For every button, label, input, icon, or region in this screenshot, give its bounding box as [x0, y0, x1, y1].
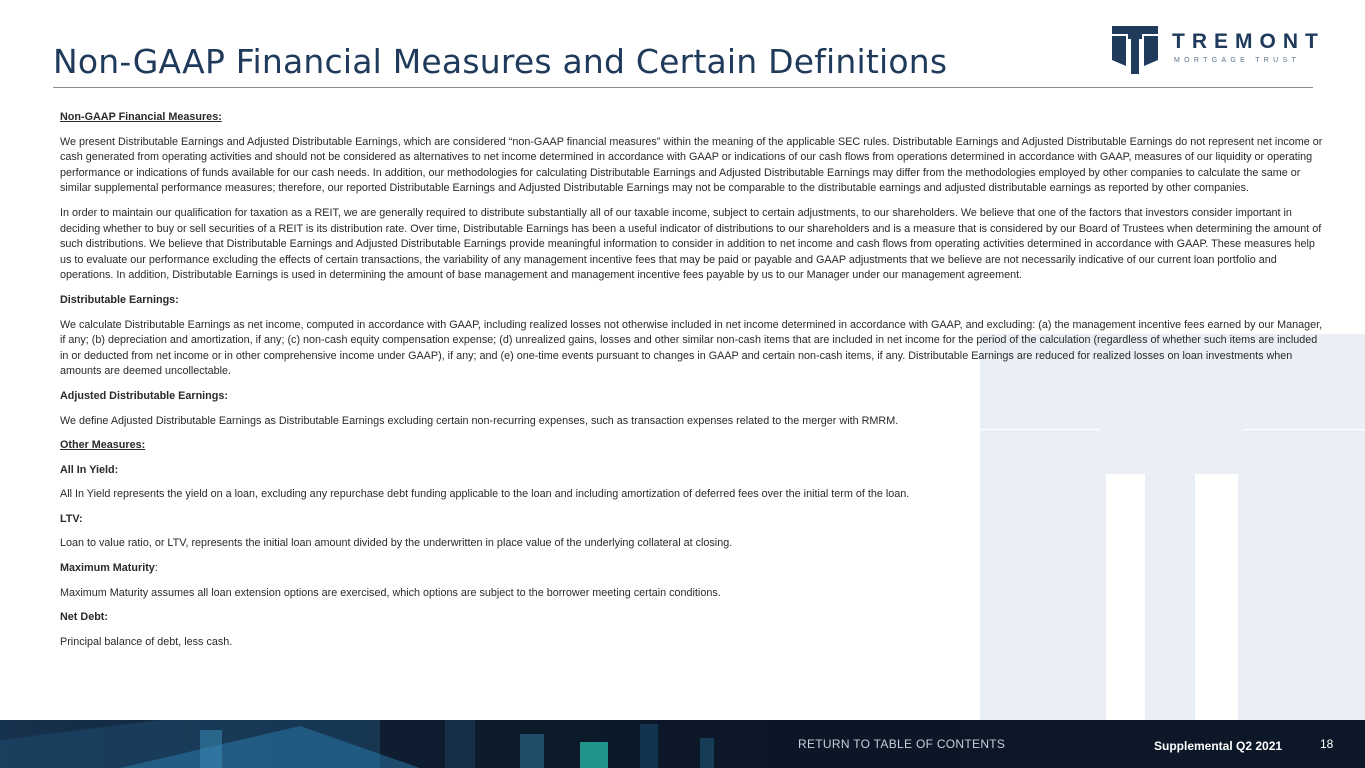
section-heading	[60, 293, 1325, 309]
title-divider	[53, 87, 1313, 88]
section-paragraph: Maximum Maturity assumes all loan extension options are exercised, which options are subject to the borrower meeting certain conditions.	[60, 586, 721, 599]
section-heading	[60, 110, 1325, 126]
return-to-toc-link[interactable]: RETURN TO TABLE OF CONTENTS	[798, 737, 1006, 751]
footer-label: Supplemental Q2 2021	[1154, 739, 1283, 753]
logo-subtitle: MORTGAGE TRUST	[1174, 57, 1301, 64]
section-heading-text: Maximum Maturity	[60, 562, 155, 575]
section-paragraph: Loan to value ratio, or LTV, represents the initial loan amount divided by the underwritten in place value of the underlying collateral at closing.	[60, 537, 733, 550]
section-paragraph: We calculate Distributable Earnings as net income, computed in accordance with GAAP, including realized losses not otherwise included in net income determined in accordance with GAAP, and excluding: (a) the management incentive fees earned by our Manager, if any; (b) depreciation and amortization, if any; (c) non-cash equity compensation expense; (d) unrealized gains, losses and other similar non-cash items that are included in net income for the period of the calculation (regardless of whether such items are included in or deducted from net income or in other comprehensive income under GAAP), if any; and (e) one-time events pursuant to changes in GAAP and certain non-cash items, if any. Distributable Earnings are reduced for realized losses on loan investments when amounts are deemed uncollectable.	[60, 318, 1323, 378]
page-number: 18	[1320, 737, 1334, 751]
section-paragraph: We define Adjusted Distributable Earnings as Distributable Earnings excluding certain non-recurring expenses, such as transaction expenses related to the merger with RMRM.	[60, 414, 899, 427]
footer-bar	[0, 720, 1365, 768]
section-heading	[60, 512, 1325, 528]
section-heading	[60, 610, 1325, 626]
section-paragraph: We present Distributable Earnings and Adjusted Distributable Earnings, which are considered “non-GAAP financial measures” within the meaning of the applicable SEC rules. Distributable Earnings and Adjusted Distributable Earnings do not represent net income or cash generated from operating activities and should not be considered as alternatives to net income determined in accordance with GAAP or indications of our cash flows from operations determined in accordance with GAAP, measures of our liquidity or operating performance or indications of funds available for our cash needs. In addition, our methodologies for calculating Distributable Earnings and Adjusted Distributable Earnings may differ from the methodologies employed by other companies to calculate the same or similar supplemental performance measures; therefore, our reported Distributable Earnings and Adjusted Distributable Earnings may not be comparable to the distributable earnings and adjusted distributable earnings as reported by other companies.	[60, 135, 1323, 195]
section-heading-text: Non-GAAP Financial Measures:	[60, 111, 222, 123]
section-paragraph: Principal balance of debt, less cash.	[60, 635, 233, 648]
section-heading-text: Other Measures:	[60, 439, 146, 452]
section-paragraph: All In Yield represents the yield on a loan, excluding any repurchase debt funding applicable to the loan and including amortization of deferred fees over the initial term of the loan.	[60, 488, 910, 501]
section-heading-suffix: :	[154, 562, 158, 575]
definitions-content	[60, 110, 1325, 659]
section-heading	[60, 463, 1325, 479]
tremont-logo	[1112, 26, 1325, 74]
logo-wordmark: TREMONT	[1172, 30, 1325, 53]
section-heading-text: Adjusted Distributable Earnings:	[60, 389, 228, 402]
section-heading-text: LTV:	[60, 512, 83, 525]
section-heading	[60, 438, 1325, 454]
section-heading-text: Distributable Earnings:	[60, 293, 179, 306]
page-title: Non-GAAP Financial Measures and Certain Definitions	[53, 42, 948, 81]
section-heading-text: Net Debt:	[60, 611, 108, 624]
tremont-t-shield-icon	[1112, 26, 1158, 74]
section-heading	[60, 389, 1325, 405]
section-paragraph: In order to maintain our qualification for taxation as a REIT, we are generally required to distribute substantially all of our taxable income, subject to certain adjustments, to our shareholders. We believe that one of the factors that investors consider important in deciding whether to buy or sell securities of a REIT is its distribution rate. Over time, Distributable Earnings has been a useful indicator of distributions to our shareholders and is a measure that is considered by our Board of Trustees when determining the amount of such distributions. We believe that Distributable Earnings and Adjusted Distributable Earnings provide meaningful information to consider in addition to net income and cash flows from operating activities determined in accordance with GAAP. These measures help us to evaluate our performance excluding the effects of certain transactions, the variability of any management incentive fees that may be paid or payable and GAAP adjustments that we believe are not necessarily indicative of our current loan portfolio and operations. In addition, Distributable Earnings is used in determining the amount of base management and management incentive fees payable by us to our Manager under our management agreement.	[60, 206, 1322, 282]
section-heading-text: All In Yield:	[60, 463, 119, 476]
section-heading	[60, 561, 1325, 577]
